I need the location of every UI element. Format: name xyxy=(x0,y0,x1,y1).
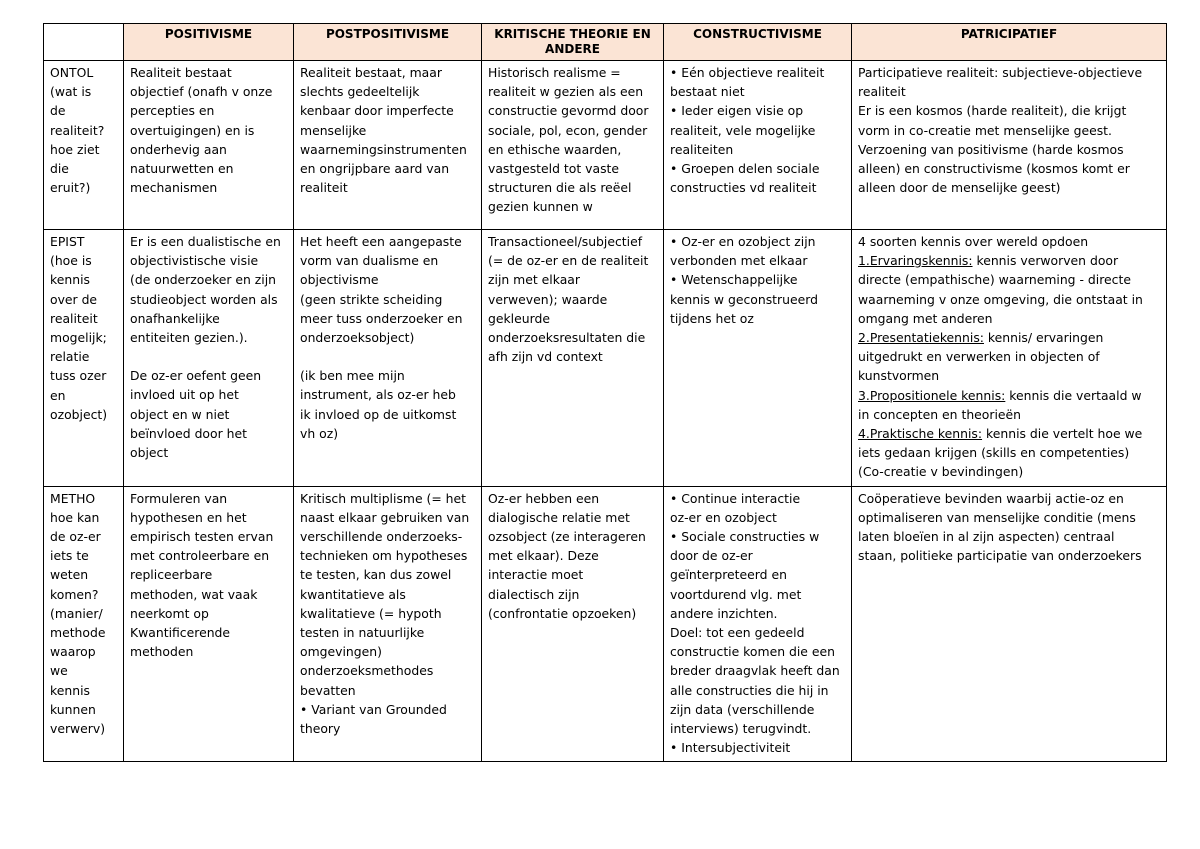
cell-line: met elkaar). Deze xyxy=(488,548,599,564)
cell-line: alle constructies die hij in xyxy=(670,682,829,698)
row-epistemologie xyxy=(44,230,1167,487)
cell-line: technieken om hypotheses xyxy=(300,548,468,564)
cell-line: • Continue interactie xyxy=(670,490,801,506)
cell-line: object en w niet xyxy=(130,406,230,422)
cell-line: • Variant van Grounded xyxy=(300,701,447,717)
cell-line: overtuigingen) en is xyxy=(130,122,255,138)
cell-line: dialogische relatie met xyxy=(488,509,630,525)
cell-line: staan, politieke participatie van onderzoekers xyxy=(858,548,1142,564)
cell-line: onderzoeksmethodes xyxy=(300,663,434,679)
cell-line: iets gedaan krijgen (skills en competenties) xyxy=(858,445,1130,461)
header-constructivisme: CONSTRUCTIVISME xyxy=(664,24,852,61)
cell-line: methoden, wat vaak xyxy=(130,586,258,602)
header-row xyxy=(44,24,1167,61)
row-head-epist xyxy=(44,230,124,487)
cell-epist-kritisch xyxy=(482,230,664,487)
knowledge-text: kennis die vertelt hoe we xyxy=(982,426,1143,442)
cell-line: uitgedrukt en verwerken in objecten of xyxy=(858,349,1100,365)
cell-epist-positivisme xyxy=(124,230,294,487)
cell-line: zijn data (verschillende xyxy=(670,701,815,717)
cell-epist-constructivisme xyxy=(664,230,852,487)
cell-line: Coöperatieve bevinden waarbij actie-oz en xyxy=(858,490,1124,506)
cell-line: Formuleren van xyxy=(130,490,228,506)
cell-line: Realiteit bestaat xyxy=(130,65,232,80)
cell-line: alleen) en constructivisme (kosmos komt er xyxy=(858,161,1130,177)
cell-line: Kwantificerende xyxy=(130,625,231,641)
cell-line: (geen strikte scheiding xyxy=(300,291,443,307)
row-head-line: iets te xyxy=(50,548,89,564)
cell-line: in concepten en theorieën xyxy=(858,406,1022,422)
cell-ontol-postpositivisme xyxy=(294,61,482,230)
row-head-line: (manier/ xyxy=(50,605,103,621)
cell-line: • Sociale constructies w xyxy=(670,529,820,545)
cell-line: (de onderzoeker en zijn xyxy=(130,272,277,288)
knowledge-text: kennis verworven door xyxy=(972,253,1119,269)
cell-ontol-constructivisme xyxy=(664,61,852,230)
cell-line: bestaat niet xyxy=(670,84,745,100)
row-head-line: kennis xyxy=(50,682,90,698)
cell-line: verweven); waarde xyxy=(488,291,608,307)
header-positivisme: POSITIVISME xyxy=(124,24,294,61)
row-head-line: de oz-er xyxy=(50,529,101,545)
cell-line: • Eén objectieve realiteit xyxy=(670,65,825,80)
cell-line: Kritisch multiplisme (= het xyxy=(300,490,467,506)
cell-line: kunstvormen xyxy=(858,368,940,384)
cell-line: sociale, pol, econ, gender xyxy=(488,122,648,138)
cell-epist-postpositivisme xyxy=(294,230,482,487)
paradigm-table xyxy=(43,23,1167,762)
knowledge-type-2 xyxy=(858,328,1160,347)
row-head-line: realiteit? xyxy=(50,122,105,138)
header-postpositivisme: POSTPOSITIVISME xyxy=(294,24,482,61)
row-head-line: (hoe is xyxy=(50,253,92,269)
cell-line: met controleerbare en xyxy=(130,548,270,564)
cell-line: 4 soorten kennis over wereld opdoen xyxy=(858,234,1089,249)
cell-line: • Groepen delen sociale xyxy=(670,161,820,177)
cell-line: waarneming v onze omgeving, die ontstaat in xyxy=(858,291,1143,307)
cell-line: objectivistische visie xyxy=(130,253,259,269)
header-participatief: PATRICIPATIEF xyxy=(852,24,1167,61)
cell-line: structuren die als reëel xyxy=(488,180,632,196)
header-corner-cell xyxy=(44,24,124,61)
cell-line: objectivisme xyxy=(300,272,379,288)
cell-metho-constructivisme xyxy=(664,486,852,762)
cell-line: geïnterpreteerd en xyxy=(670,567,787,583)
cell-line: object xyxy=(130,445,169,461)
cell-line: theory xyxy=(300,721,341,737)
cell-line: (Co-creatie v bevindingen) xyxy=(858,464,1024,480)
cell-line: kennis w geconstrueerd xyxy=(670,291,818,307)
cell-line: kenbaar door imperfecte xyxy=(300,103,454,119)
cell-line: en ethische waarden, xyxy=(488,141,622,157)
cell-line: vastgesteld tot vaste xyxy=(488,161,620,177)
cell-ontol-participatief xyxy=(852,61,1167,230)
row-head-line: hoe kan xyxy=(50,509,100,525)
cell-line: (confrontatie opzoeken) xyxy=(488,605,637,621)
row-head-line: tuss ozer xyxy=(50,368,107,384)
row-ontologie xyxy=(44,61,1167,230)
knowledge-text: kennis die vertaald w xyxy=(1005,387,1142,403)
cell-line: Oz-er hebben een xyxy=(488,490,600,506)
knowledge-label: 1.Ervaringskennis: xyxy=(858,253,973,269)
row-head-ontol xyxy=(44,61,124,230)
paragraph-gap xyxy=(300,347,475,366)
cell-line: bevatten xyxy=(300,682,356,698)
cell-line: andere inzichten. xyxy=(670,605,778,621)
cell-line: invloed uit op het xyxy=(130,387,239,403)
cell-line: omgevingen) xyxy=(300,644,382,660)
cell-line: natuurwetten en xyxy=(130,161,234,177)
row-head-line: waarop xyxy=(50,644,96,660)
knowledge-label: 3.Propositionele kennis: xyxy=(858,387,1006,403)
cell-line: vorm in co-creatie met menselijke geest. xyxy=(858,122,1112,138)
row-head-line: en xyxy=(50,387,66,403)
row-head-line: kunnen xyxy=(50,701,96,717)
cell-line: hypothesen en het xyxy=(130,509,247,525)
cell-line: instrument, als oz-er heb xyxy=(300,387,456,403)
row-head-line: weten xyxy=(50,567,89,583)
cell-line: realiteit w gezien als een xyxy=(488,84,644,100)
cell-line: studieobject worden als xyxy=(130,291,278,307)
header-kritische-theorie: KRITISCHE THEORIE EN ANDERE xyxy=(482,24,664,61)
cell-metho-kritisch xyxy=(482,486,664,762)
cell-line: repliceerbare xyxy=(130,567,213,583)
knowledge-text: kennis/ ervaringen xyxy=(983,330,1104,346)
cell-line: De oz-er oefent geen xyxy=(130,368,262,384)
cell-line: testen in natuurlijke xyxy=(300,625,425,641)
cell-line: interactie moet xyxy=(488,567,584,583)
row-head-line: hoe ziet xyxy=(50,141,100,157)
cell-line: onderhevig aan xyxy=(130,141,227,157)
cell-line: Realiteit bestaat, maar xyxy=(300,65,442,80)
cell-line: empirisch testen ervan xyxy=(130,529,274,545)
cell-line: onderzoeksresultaten die xyxy=(488,330,646,346)
cell-line: percepties en xyxy=(130,103,215,119)
cell-line: constructie gevormd door xyxy=(488,103,649,119)
cell-metho-postpositivisme xyxy=(294,486,482,762)
cell-line: kwalitatieve (= hypoth xyxy=(300,605,442,621)
cell-line: Er is een kosmos (harde realiteit), die krijgt xyxy=(858,103,1127,119)
cell-line: (= de oz-er en de realiteit xyxy=(488,253,649,269)
cell-line: vh oz) xyxy=(300,425,339,441)
cell-metho-participatief xyxy=(852,486,1167,762)
row-head-line: eruit?) xyxy=(50,180,91,196)
cell-line: Verzoening van positivisme (harde kosmos xyxy=(858,141,1124,157)
knowledge-type-1 xyxy=(858,251,1160,270)
knowledge-label: 2.Presentatiekennis: xyxy=(858,330,984,346)
row-head-line: over de xyxy=(50,291,98,307)
row-head-line: EPIST xyxy=(50,234,85,249)
cell-line: en ongrijpbare aard van xyxy=(300,161,450,177)
row-head-line: METHO xyxy=(50,490,96,506)
knowledge-label: 4.Praktische kennis: xyxy=(858,426,983,442)
cell-line: laten bloeïen in al zijn aspecten) centraal xyxy=(858,529,1115,545)
cell-line: zijn met elkaar xyxy=(488,272,580,288)
row-methodologie xyxy=(44,486,1167,762)
cell-line: tijdens het oz xyxy=(670,310,754,326)
cell-line: • Wetenschappelijke xyxy=(670,272,798,288)
cell-line: dialectisch zijn xyxy=(488,586,580,602)
cell-line: Participatieve realiteit: subjectieve-objectieve xyxy=(858,65,1143,80)
cell-line: Doel: tot een gedeeld xyxy=(670,625,805,641)
cell-line: realiteit xyxy=(858,84,906,100)
cell-line: ik invloed op de uitkomst xyxy=(300,406,457,422)
row-head-line: (wat is xyxy=(50,84,92,100)
cell-line: methoden xyxy=(130,644,194,660)
cell-line: breder draagvlak heeft dan xyxy=(670,663,840,679)
cell-line: onafhankelijke xyxy=(130,310,220,326)
cell-line: neerkomt op xyxy=(130,605,209,621)
knowledge-type-3 xyxy=(858,386,1160,405)
cell-line: gezien kunnen w xyxy=(488,199,593,215)
cell-epist-participatief xyxy=(852,230,1167,487)
cell-line: realiteit, vele mogelijke xyxy=(670,122,816,138)
cell-line: mechanismen xyxy=(130,180,218,196)
row-head-line: relatie xyxy=(50,349,90,365)
cell-ontol-kritisch xyxy=(482,61,664,230)
knowledge-type-4 xyxy=(858,424,1160,443)
cell-line: Historisch realisme = xyxy=(488,65,621,80)
cell-line: alleen door de menselijke geest) xyxy=(858,180,1061,196)
cell-line: verschillende onderzoeks- xyxy=(300,529,463,545)
cell-line: voortdurend vlg. met xyxy=(670,586,802,602)
cell-line: • Oz-er en ozobject zijn xyxy=(670,234,816,249)
cell-line: Transactioneel/subjectief xyxy=(488,234,643,249)
cell-line: naast elkaar gebruiken van xyxy=(300,509,470,525)
cell-line: kwantitatieve als xyxy=(300,586,406,602)
row-head-metho xyxy=(44,486,124,762)
cell-line: slechts gedeeltelijk xyxy=(300,84,420,100)
cell-line: interviews) terugvindt. xyxy=(670,721,812,737)
cell-line: afh zijn vd context xyxy=(488,349,603,365)
cell-line: omgang met anderen xyxy=(858,310,993,326)
cell-line: (ik ben mee mijn xyxy=(300,368,405,384)
cell-line: objectief (onafh v onze xyxy=(130,84,273,100)
cell-line: directe (empathische) waarneming - directe xyxy=(858,272,1131,288)
cell-line: door de oz-er xyxy=(670,548,753,564)
cell-line: entiteiten gezien.). xyxy=(130,330,248,346)
row-head-line: mogelijk; xyxy=(50,330,107,346)
row-head-line: methode xyxy=(50,625,106,641)
row-head-line: ozobject) xyxy=(50,406,108,422)
cell-line: realiteit xyxy=(300,180,348,196)
row-head-line: de xyxy=(50,103,66,119)
row-head-line: kennis xyxy=(50,272,90,288)
row-head-line: die xyxy=(50,161,69,177)
cell-line: realiteiten xyxy=(670,141,734,157)
cell-line: constructies vd realiteit xyxy=(670,180,817,196)
cell-line: Het heeft een aangepaste xyxy=(300,234,462,249)
cell-line: optimaliseren van menselijke conditie (mens xyxy=(858,509,1136,525)
cell-line: vorm van dualisme en xyxy=(300,253,439,269)
cell-line: • Intersubjectiviteit xyxy=(670,740,791,756)
cell-line: onderzoeksobject) xyxy=(300,330,415,346)
cell-line: ozsobject (ze interageren xyxy=(488,529,646,545)
row-head-line: verwerv) xyxy=(50,721,106,737)
cell-line: beïnvloed door het xyxy=(130,425,247,441)
cell-line: meer tuss onderzoeker en xyxy=(300,310,463,326)
cell-line: menselijke xyxy=(300,122,367,138)
cell-line: constructie komen die een xyxy=(670,644,835,660)
cell-line: te testen, kan dus zowel xyxy=(300,567,452,583)
row-head-line: komen? xyxy=(50,586,99,602)
row-head-line: we xyxy=(50,663,68,679)
paragraph-gap xyxy=(130,347,287,366)
cell-line: oz-er en ozobject xyxy=(670,509,777,525)
cell-line: gekleurde xyxy=(488,310,550,326)
cell-line: waarnemingsinstrumenten xyxy=(300,141,467,157)
cell-line: Er is een dualistische en xyxy=(130,234,281,249)
row-head-line: realiteit xyxy=(50,310,98,326)
cell-line: verbonden met elkaar xyxy=(670,253,808,269)
row-head-line: ONTOL xyxy=(50,65,94,80)
cell-metho-positivisme xyxy=(124,486,294,762)
cell-line: • Ieder eigen visie op xyxy=(670,103,804,119)
cell-ontol-positivisme xyxy=(124,61,294,230)
